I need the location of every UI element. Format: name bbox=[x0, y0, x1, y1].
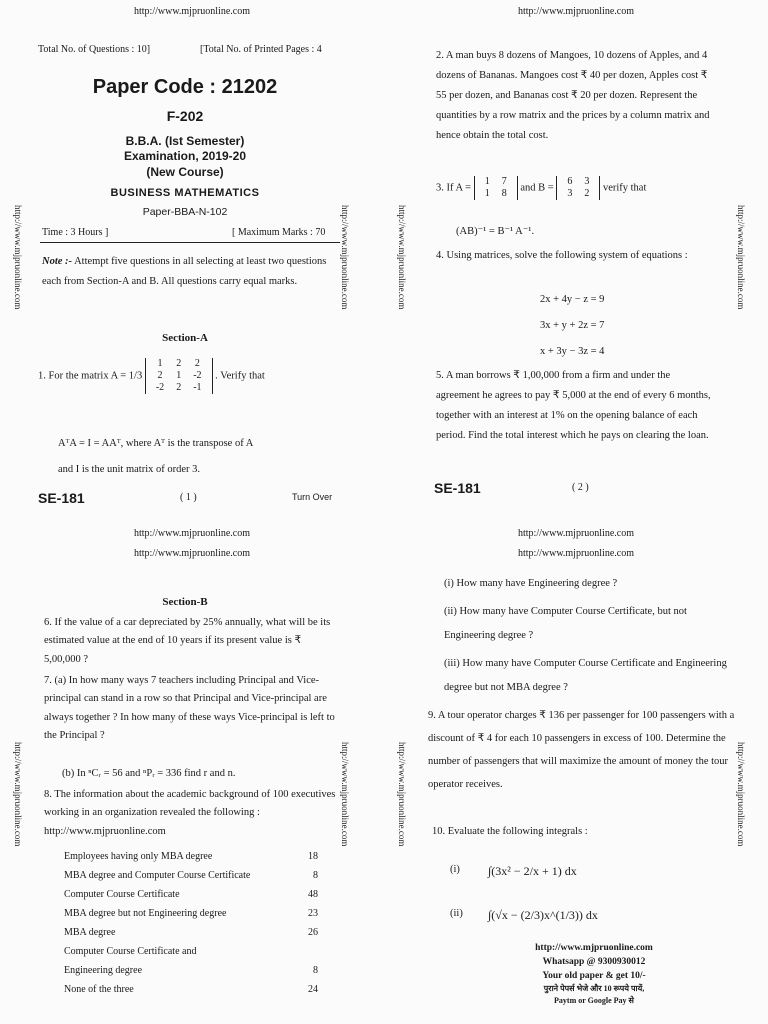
promo-hindi: पुराने पेपर्स भेजे और 10 रूपये पायें, bbox=[543, 984, 645, 994]
page-2 bbox=[384, 0, 768, 512]
header-url-1: http://www.mjpruonline.com bbox=[133, 528, 250, 539]
q1-matrix-cell: 1 bbox=[157, 358, 163, 369]
table-row bbox=[64, 962, 318, 979]
side-url-right: http://www.mjpruonline.com bbox=[340, 742, 350, 847]
table-row bbox=[64, 943, 318, 960]
q3-matrix-b-cell: 3 bbox=[584, 176, 590, 187]
row-label: MBA degree bbox=[64, 927, 116, 938]
q1-matrix-cell: 2 bbox=[157, 370, 163, 381]
note-label: Note :- bbox=[42, 256, 73, 267]
integral-2: ∫(√x − (2/3)x^(1/3)) dx bbox=[488, 908, 598, 922]
q1-matrix-cell: 2 bbox=[176, 382, 182, 393]
q1-matrix-cell: 2 bbox=[194, 358, 200, 369]
side-url-right: http://www.mjpruonline.com bbox=[736, 742, 746, 847]
question-6: 6. If the value of a car depreciated by 25% annually, what will be its estimated value at the end of 10 years if its present value is ₹ 5,00,000 ? bbox=[44, 617, 331, 665]
degree: B.B.A. (Ist Semester) bbox=[125, 134, 245, 148]
divider bbox=[40, 242, 340, 243]
total-questions: Total No. of Questions : 10] bbox=[38, 44, 151, 55]
q1-intro: 1. For the matrix A = 1/3 bbox=[38, 370, 143, 382]
question-7b: (b) In ⁿCᵣ = 56 and ⁿPᵣ = 336 find r and n. bbox=[62, 768, 236, 779]
q3-mid: and B = bbox=[520, 182, 554, 194]
question-1 bbox=[38, 358, 343, 394]
course-type: (New Course) bbox=[146, 165, 224, 179]
side-url-left: http://www.mjpruonline.com bbox=[397, 205, 407, 310]
question-10: 10. Evaluate the following integrals : bbox=[432, 826, 588, 837]
q8-sub-iii: (iii) How many have Computer Course Certificate and Engineering degree but not MBA degree ? bbox=[444, 658, 727, 694]
note bbox=[42, 252, 340, 292]
question-8: 8. The information about the academic background of 100 executives working in an organization revealed the following : http://www.mjpruonline.com bbox=[44, 789, 336, 837]
header-url-2: http://www.mjpruonline.com bbox=[133, 548, 250, 559]
header-url: http://www.mjpruonline.com bbox=[517, 6, 634, 17]
promo-block bbox=[484, 942, 704, 1006]
footer-page: ( 1 ) bbox=[180, 492, 197, 503]
integral-1-label: (i) bbox=[450, 864, 460, 875]
table-row bbox=[64, 924, 318, 941]
row-label: MBA degree and Computer Course Certificate bbox=[64, 870, 251, 881]
course-code: F-202 bbox=[166, 108, 204, 124]
q1-matrix-cell: -1 bbox=[193, 382, 202, 393]
executive-data-table bbox=[62, 846, 320, 1000]
footer-code: SE-181 bbox=[434, 480, 481, 496]
table-row bbox=[64, 905, 318, 922]
row-label: Computer Course Certificate bbox=[64, 889, 180, 900]
q3-matrix-a-cell: 8 bbox=[501, 188, 507, 199]
header-url-2: http://www.mjpruonline.com bbox=[517, 548, 634, 559]
table-row bbox=[64, 867, 318, 884]
q3-matrix-b-cell: 2 bbox=[584, 188, 590, 199]
q1-matrix-cell: 1 bbox=[176, 370, 182, 381]
row-value: 8 bbox=[313, 965, 318, 976]
row-label: Engineering degree bbox=[64, 965, 143, 976]
row-value bbox=[278, 943, 318, 960]
q3-matrix-b bbox=[556, 176, 600, 200]
q1-matrix-cell: -2 bbox=[193, 370, 202, 381]
footer-turn-over: Turn Over bbox=[292, 492, 333, 502]
side-url-right: http://www.mjpruonline.com bbox=[340, 205, 350, 310]
total-pages: [Total No. of Printed Pages : 4 bbox=[200, 44, 322, 55]
q1-line-3: and I is the unit matrix of order 3. bbox=[58, 464, 201, 475]
table-row bbox=[64, 848, 318, 865]
q8-sub-i: (i) How many have Engineering degree ? bbox=[444, 578, 618, 589]
q1-tail: . Verify that bbox=[215, 370, 265, 382]
q1-matrix bbox=[145, 358, 213, 394]
footer-page: ( 2 ) bbox=[572, 482, 589, 493]
exam-year: Examination, 2019-20 bbox=[123, 149, 247, 163]
row-label: None of the three bbox=[64, 984, 134, 995]
time: Time : 3 Hours ] bbox=[42, 227, 109, 238]
row-value: 48 bbox=[308, 889, 318, 900]
equation-3: x + 3y − 3z = 4 bbox=[540, 346, 605, 357]
question-5: 5. A man borrows ₹ 1,00,000 from a firm and under the agreement he agrees to pay ₹ 5,000 at the end of every 6 months, together with an interest at 1% on the opening balance of each period. Find the total interest which he pays on clearing the loan. bbox=[436, 370, 711, 441]
max-marks: [ Maximum Marks : 70 bbox=[232, 227, 326, 238]
question-3 bbox=[436, 176, 726, 200]
row-value: 26 bbox=[308, 927, 318, 938]
q3-pre: 3. If A = bbox=[436, 182, 472, 194]
q1-matrix-cell: -2 bbox=[155, 382, 165, 393]
table-row bbox=[64, 981, 318, 998]
question-9: 9. A tour operator charges ₹ 136 per passenger for 100 passengers with a discount of ₹ 4 for each 10 passengers in excess of 100. Determine the number of passengers that will maximize the amount of money the tour operator receives. bbox=[428, 710, 735, 791]
row-value: 8 bbox=[313, 870, 318, 881]
note-text: Attempt five questions in all selecting at least two questions each from Section-A and B. All questions carry equal marks. bbox=[42, 256, 327, 287]
question-7a: 7. (a) In how many ways 7 teachers including Principal and Vice-principal can stand in a row so that Principal and Vice-principal are always together ? In how many of these ways Vice-principal is left to the Principal ? bbox=[44, 675, 335, 742]
table-row bbox=[64, 886, 318, 903]
side-url-left: http://www.mjpruonline.com bbox=[397, 742, 407, 847]
row-value: 18 bbox=[308, 851, 318, 862]
footer-code: SE-181 bbox=[38, 490, 85, 506]
equation-1: 2x + 4y − z = 9 bbox=[540, 294, 605, 305]
q3-matrix-a bbox=[474, 176, 518, 200]
q3-matrix-b-cell: 6 bbox=[567, 176, 573, 187]
q3-matrix-a-cell: 1 bbox=[484, 176, 490, 187]
promo-whatsapp: Whatsapp @ 9300930012 bbox=[542, 956, 646, 967]
promo-payment: Paytm or Google Pay से bbox=[554, 995, 634, 1005]
q3-matrix-b-cell: 3 bbox=[567, 188, 573, 199]
header-url-1: http://www.mjpruonline.com bbox=[517, 528, 634, 539]
promo-line: Your old paper & get 10/- bbox=[542, 970, 646, 981]
q1-matrix-cell: 2 bbox=[176, 358, 182, 369]
q3-matrix-a-cell: 7 bbox=[501, 176, 507, 187]
q8-sub-ii: (ii) How many have Computer Course Certificate, but not Engineering degree ? bbox=[444, 606, 687, 642]
page-1 bbox=[0, 0, 384, 512]
section-a-title: Section-A bbox=[162, 332, 208, 344]
integral-2-label: (ii) bbox=[450, 908, 463, 919]
side-url-left: http://www.mjpruonline.com bbox=[13, 205, 23, 310]
side-url-right: http://www.mjpruonline.com bbox=[736, 205, 746, 310]
page-4 bbox=[384, 512, 768, 1024]
row-value: 23 bbox=[308, 908, 318, 919]
row-label: MBA degree but not Engineering degree bbox=[64, 908, 227, 919]
row-label: Computer Course Certificate and bbox=[64, 946, 197, 957]
q3-matrix-a-cell: 1 bbox=[484, 188, 490, 199]
row-label: Employees having only MBA degree bbox=[64, 851, 213, 862]
page-3 bbox=[0, 512, 384, 1024]
paper-number: Paper-BBA-N-102 bbox=[142, 206, 228, 218]
promo-url: http://www.mjpruonline.com bbox=[535, 943, 653, 953]
section-b-title: Section-B bbox=[162, 596, 208, 608]
integral-1: ∫(3x² − 2/x + 1) dx bbox=[488, 864, 577, 878]
q3-line-2: (AB)⁻¹ = B⁻¹ A⁻¹. bbox=[456, 226, 535, 237]
question-2: 2. A man buys 8 dozens of Mangoes, 10 dozens of Apples, and 4 dozens of Bananas. Mangoes cost ₹ 40 per dozen, Apples cost ₹ 55 per dozen, and Bananas cost ₹ 20 per dozen. Represent the quantities by a row matrix and the prices by a column matrix and hence obtain the total cost. bbox=[436, 50, 710, 141]
subject: BUSINESS MATHEMATICS bbox=[110, 187, 260, 199]
q1-line-2: AᵀA = I = AAᵀ, where Aᵀ is the transpose of A bbox=[58, 438, 254, 449]
side-url-left: http://www.mjpruonline.com bbox=[13, 742, 23, 847]
paper-code: Paper Code : 21202 bbox=[92, 76, 278, 98]
row-value: 24 bbox=[308, 984, 318, 995]
equation-2: 3x + y + 2z = 7 bbox=[540, 320, 605, 331]
header-url: http://www.mjpruonline.com bbox=[133, 6, 250, 17]
question-4: 4. Using matrices, solve the following system of equations : bbox=[436, 250, 688, 261]
q3-post: verify that bbox=[602, 182, 647, 194]
